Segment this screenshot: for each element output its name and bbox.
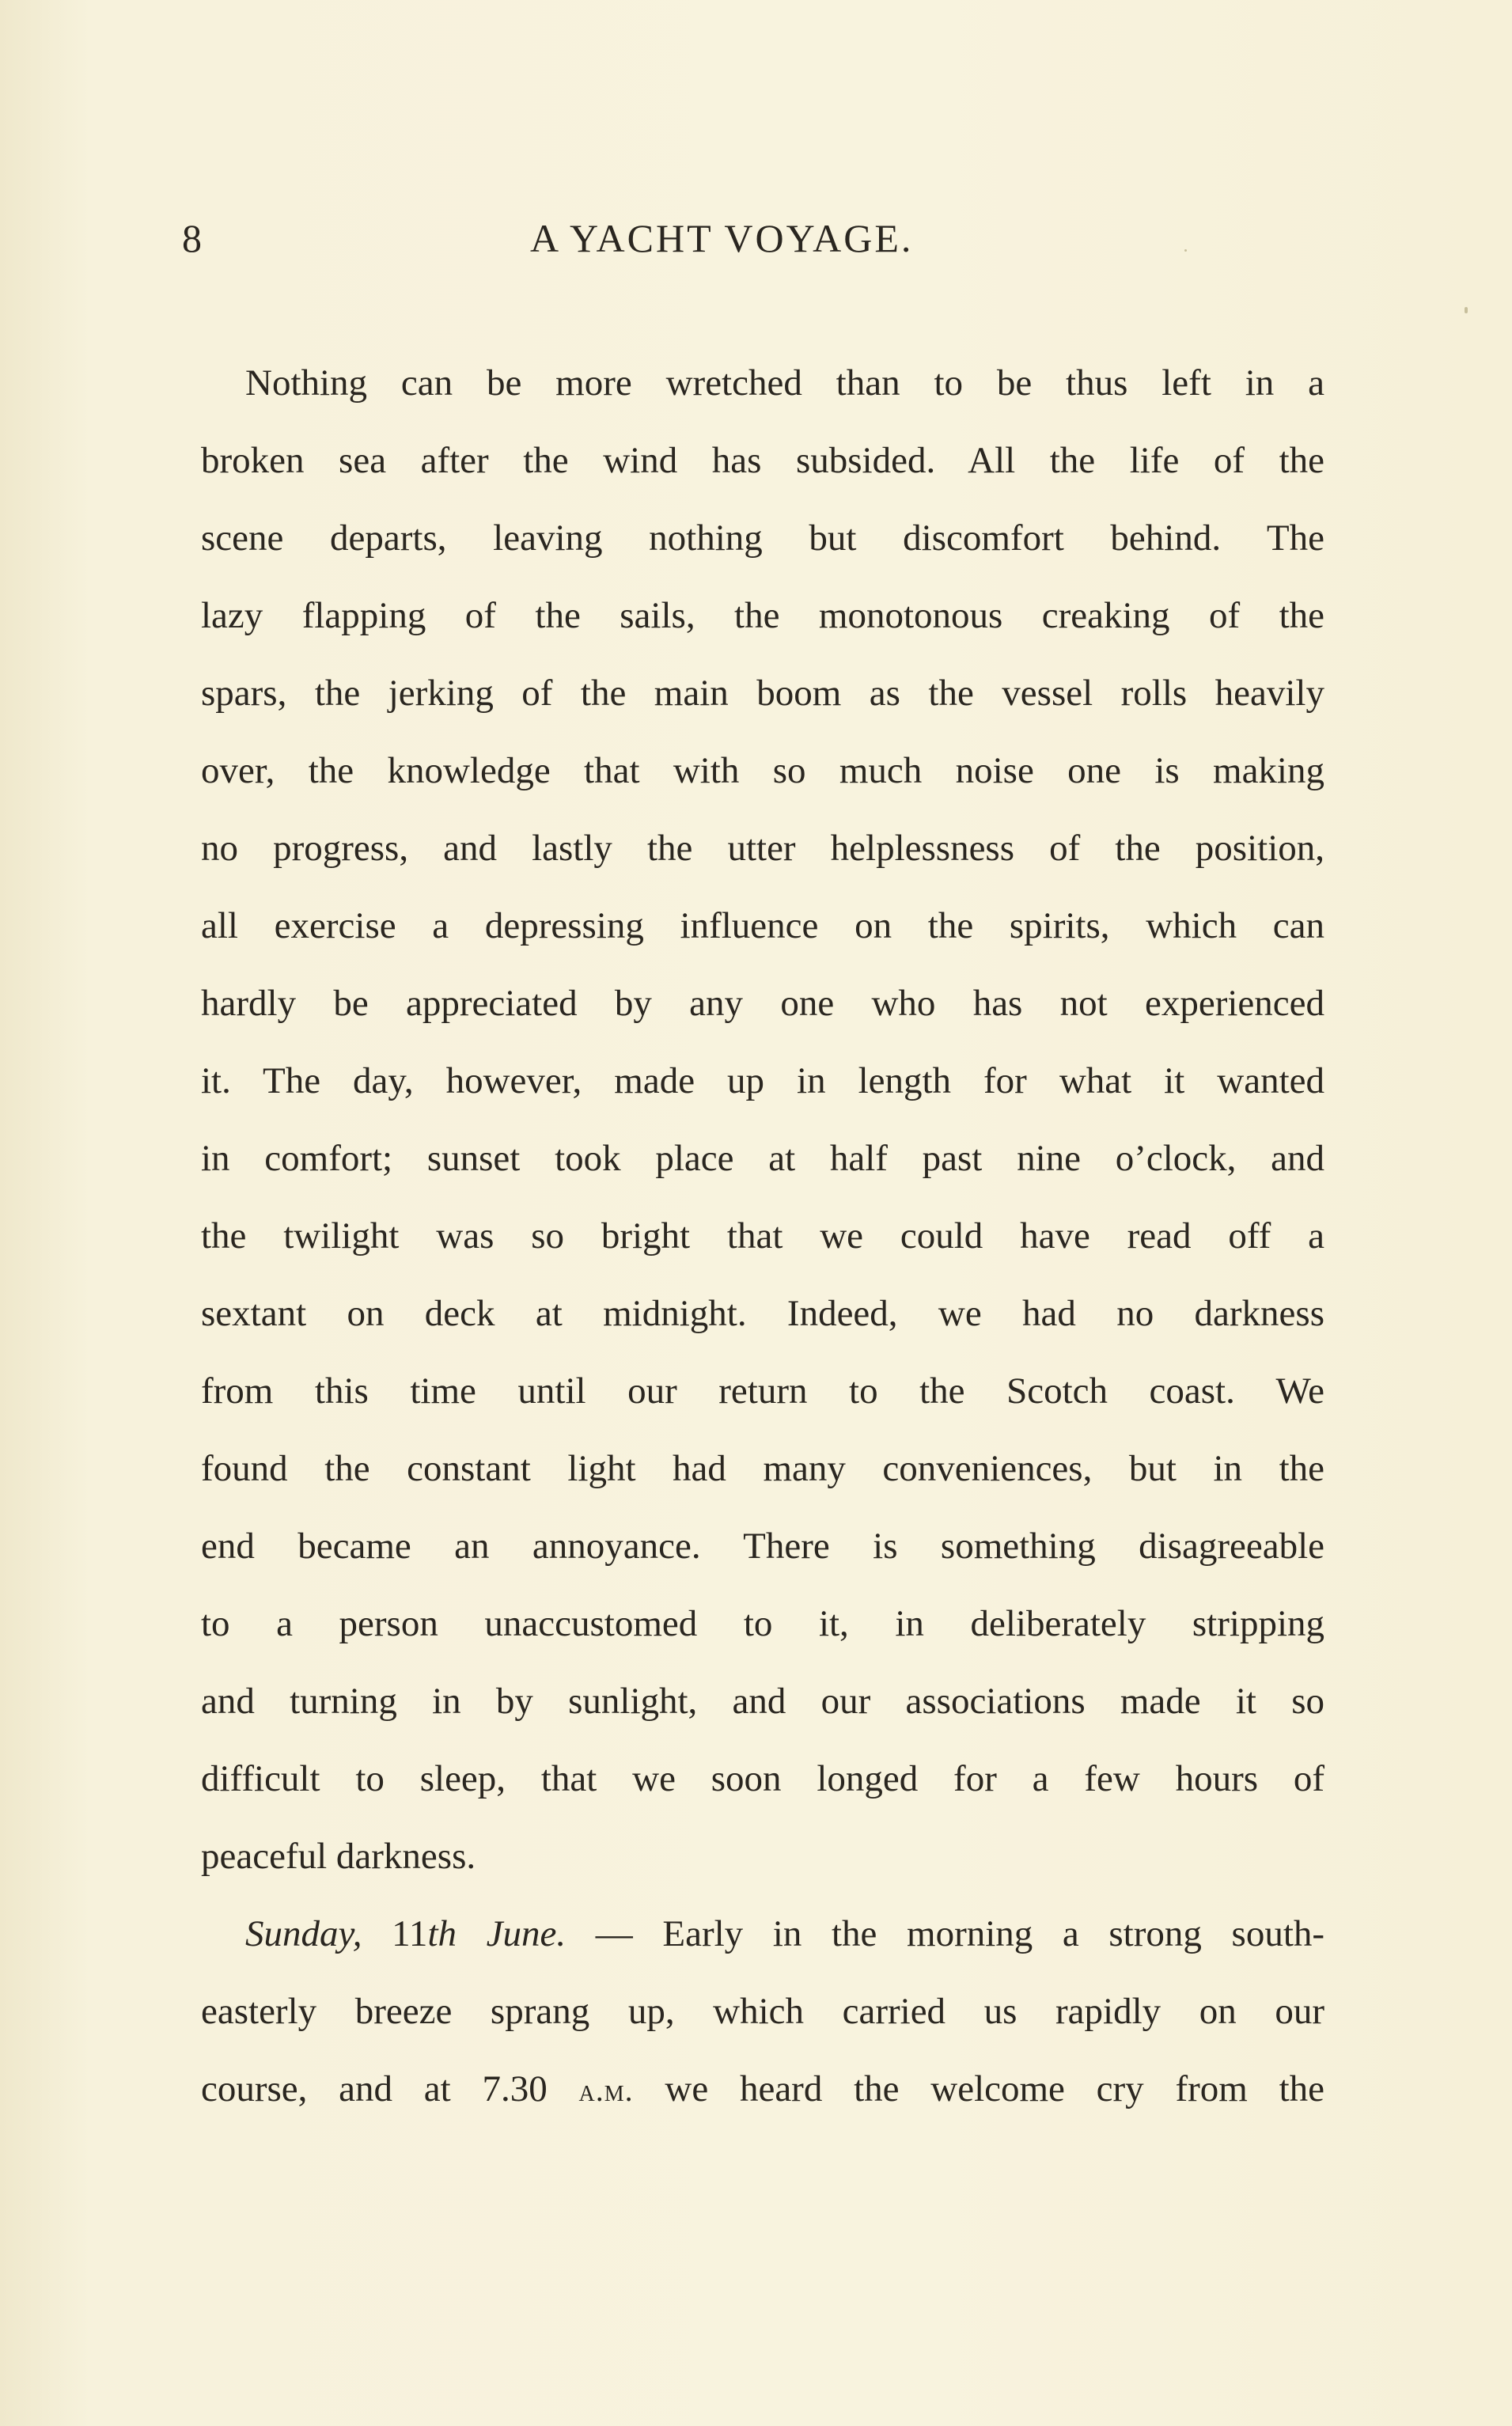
text-line: end became an annoyance. There is something disagreeable — [201, 1526, 1324, 1567]
text-line: broken sea after the wind has subsided. All the life of the — [201, 440, 1324, 481]
text-line: hardly be appreciated by any one who has not experienced — [201, 983, 1324, 1024]
text-line: and turning in by sunlight, and our associations made it so — [201, 1681, 1324, 1722]
entry-month: June. — [486, 1913, 567, 1954]
text-line: easterly breeze sprang up, which carried us rapidly on our — [201, 1991, 1324, 2032]
time-marker: a.m. — [578, 2072, 634, 2108]
text-line: over, the knowledge that with so much noise one is making — [201, 750, 1324, 791]
text-line: to a person unaccustomed to it, in deliberately stripping — [201, 1603, 1324, 1644]
paper-speck — [1184, 249, 1187, 252]
text-line: difficult to sleep, that we soon longed for a few hours of — [201, 1758, 1324, 1799]
paper-speck — [1465, 307, 1468, 313]
text-segment: we heard the welcome cry from the — [633, 2068, 1324, 2109]
body-text — [201, 344, 1324, 2128]
text-line: the twilight was so bright that we could have read off a — [201, 1215, 1324, 1257]
diary-entry-line — [201, 1895, 1324, 1973]
entry-day: Sunday, — [245, 1913, 362, 1954]
text-line: all exercise a depressing influence on the spirits, which can — [201, 905, 1324, 946]
text-segment: course, and at 7.30 — [201, 2068, 548, 2109]
text-line: Nothing can be more wretched than to be thus left in a — [245, 362, 1324, 404]
text-line: from this time until our return to the Scotch coast. We — [201, 1370, 1324, 1412]
running-head — [182, 215, 1337, 279]
entry-first-line-text: — Early in the morning a strong south- — [566, 1913, 1325, 1954]
text-line: peaceful darkness. — [201, 1836, 476, 1877]
text-line: lazy flapping of the sails, the monotonous creaking of the — [201, 595, 1324, 636]
text-line: sextant on deck at midnight. Indeed, we had no darkness — [201, 1293, 1324, 1334]
entry-date-suffix: th — [427, 1913, 457, 1954]
text-line: in comfort; sunset took place at half past nine o’clock, and — [201, 1138, 1324, 1179]
text-line — [201, 2050, 1324, 2128]
page-number: 8 — [182, 216, 203, 260]
running-title: A YACHT VOYAGE. — [530, 216, 914, 260]
text-line: no progress, and lastly the utter helplessness of the position, — [201, 828, 1324, 869]
entry-date-number: 11 — [392, 1913, 428, 1954]
text-line: it. The day, however, made up in length for what it wanted — [201, 1060, 1324, 1101]
text-line: spars, the jerking of the main boom as the vessel rolls heavily — [201, 673, 1324, 714]
text-line: found the constant light had many conveniences, but in the — [201, 1448, 1324, 1489]
text-line: scene departs, leaving nothing but discomfort behind. The — [201, 517, 1324, 559]
